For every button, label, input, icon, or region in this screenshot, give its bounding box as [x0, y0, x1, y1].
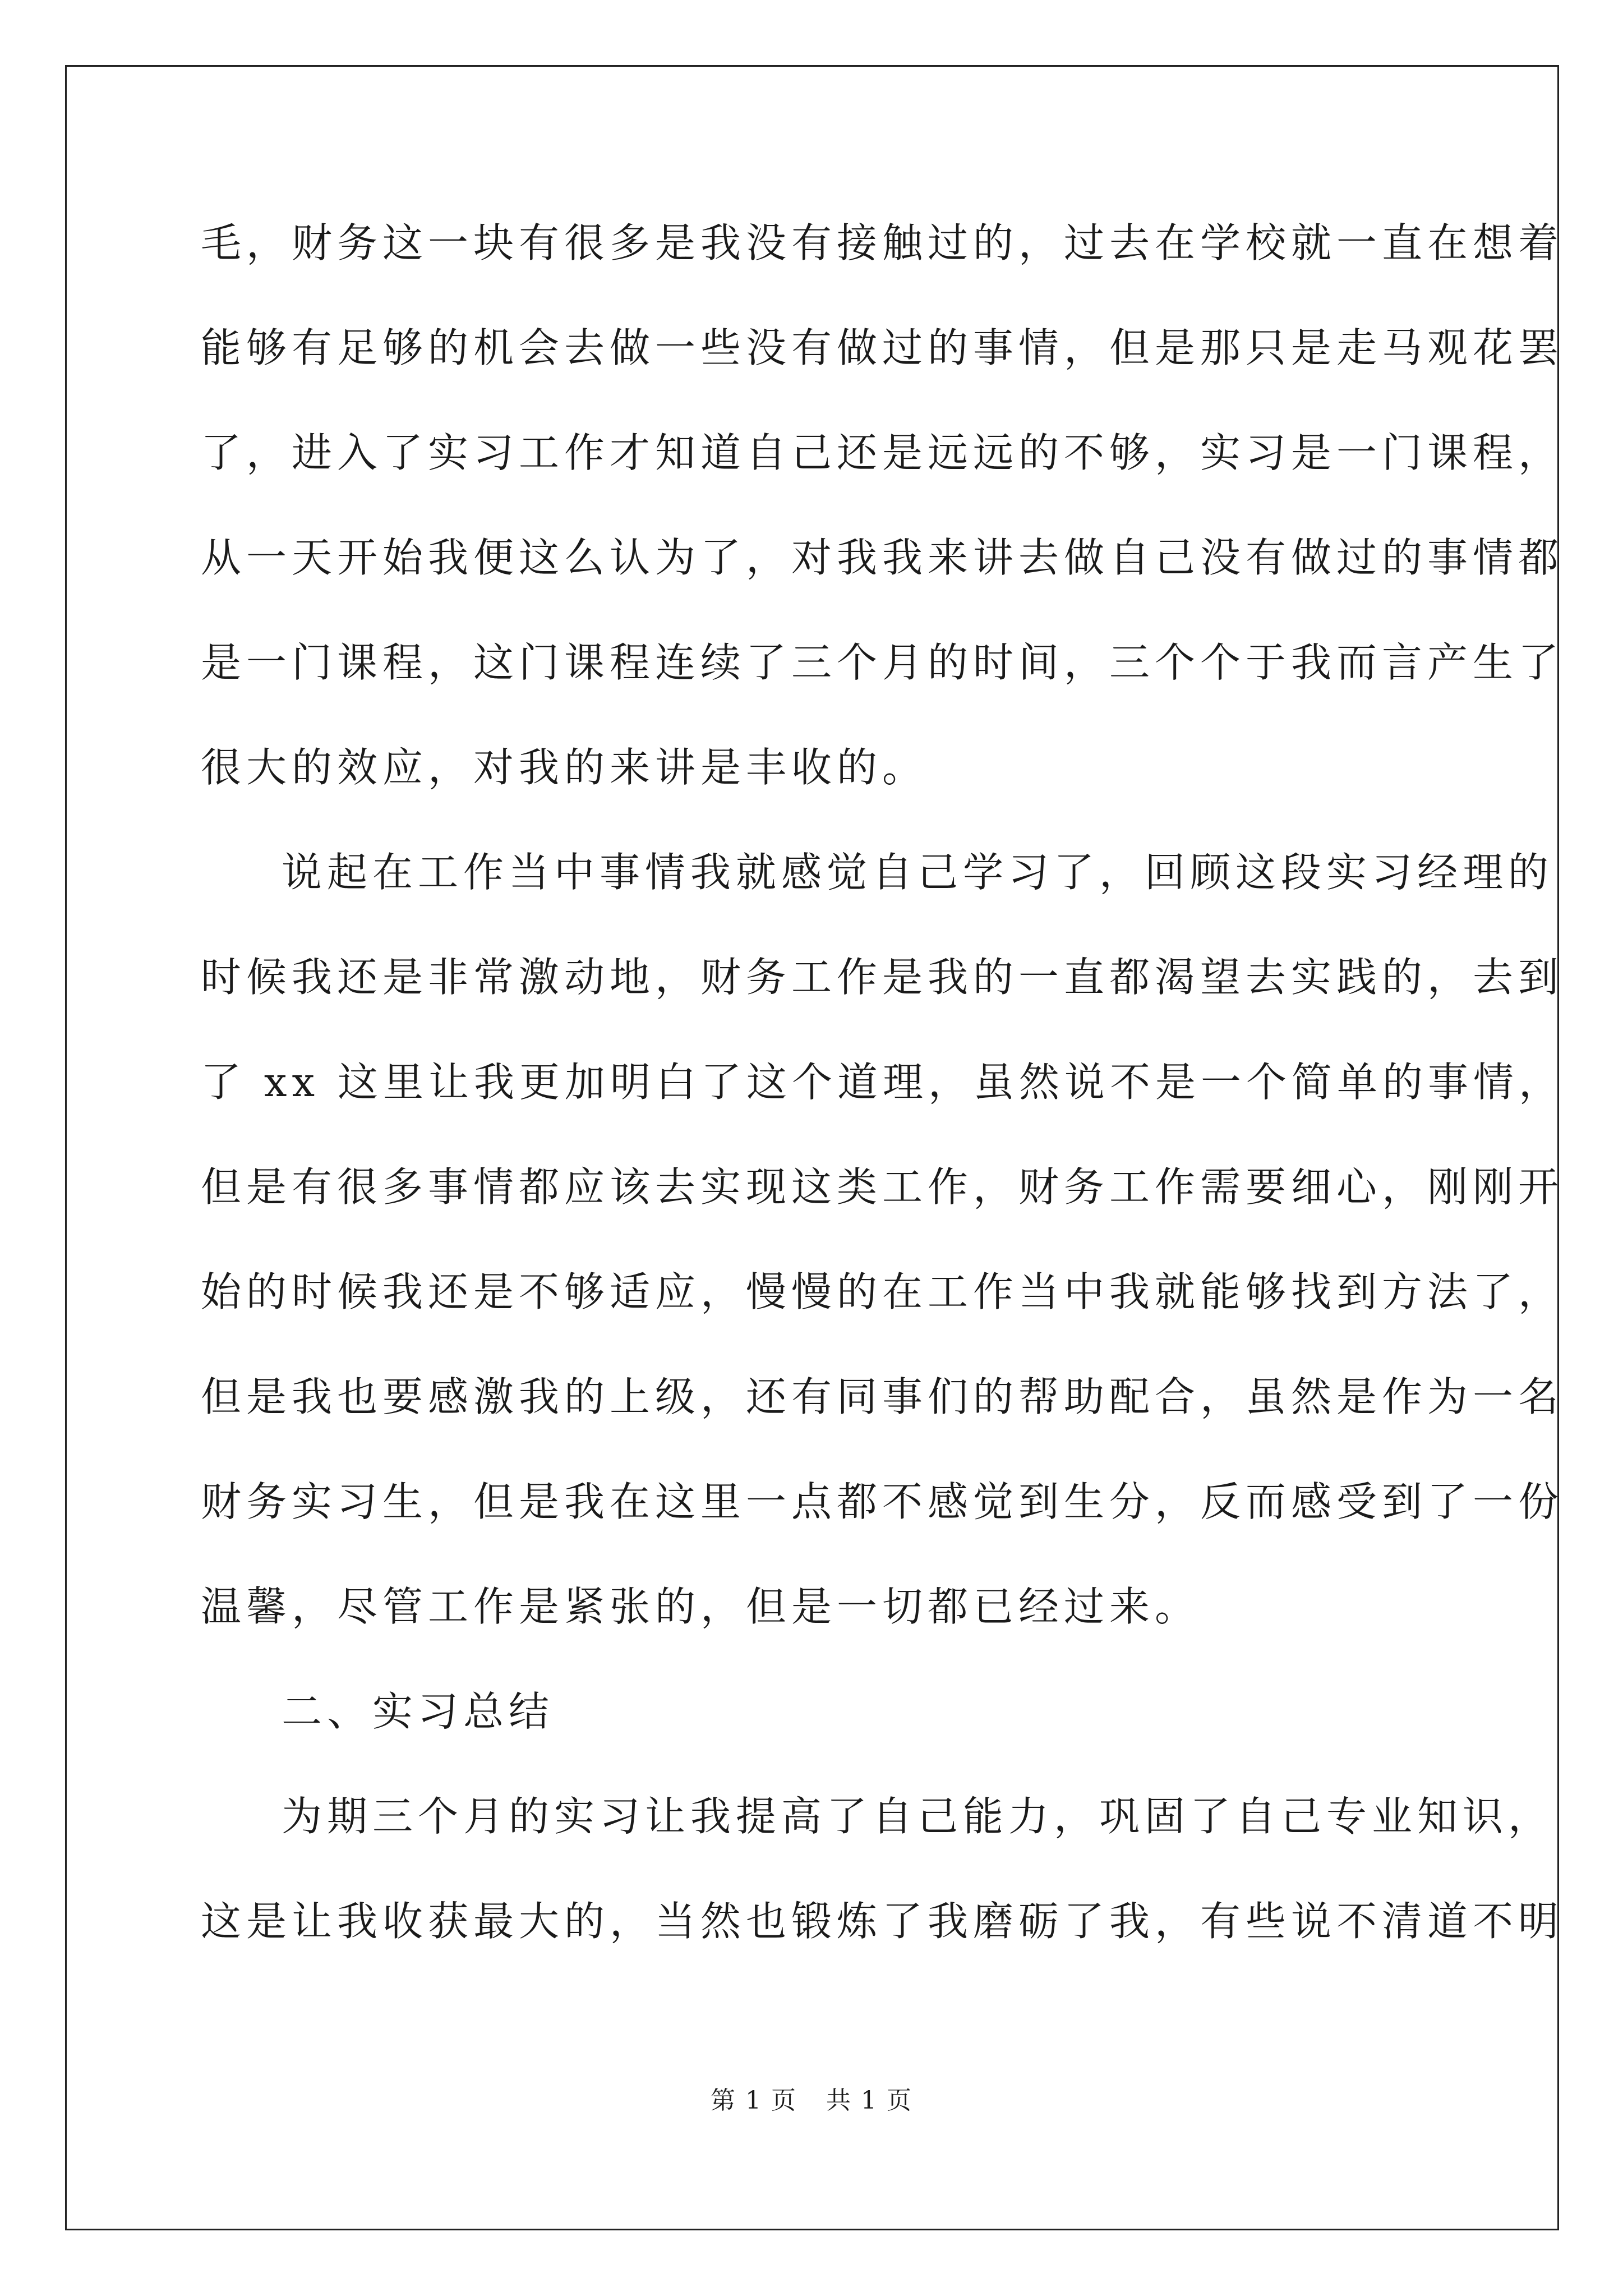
text-line-6: 很大的效应，对我的来讲是丰收的。 [201, 744, 928, 791]
text-line-14: 温馨，尽管工作是紧张的，但是一切都已经过来。 [201, 1583, 1201, 1630]
text-line-11: 始的时候我还是不够适应，慢慢的在工作当中我就能够找到方法了， [201, 1268, 1564, 1315]
text-line-8: 时候我还是非常激动地，财务工作是我的一直都渴望去实践的，去到 [201, 954, 1564, 1001]
text-line-4: 从一天开始我便这么认为了，对我我来讲去做自己没有做过的事情都 [201, 534, 1564, 581]
text-line-7: 说起在工作当中事情我就感觉自己学习了，回顾这段实习经理的 [282, 849, 1554, 896]
text-line-17: 这是让我收获最大的，当然也锻炼了我磨砺了我，有些说不清道不明 [201, 1898, 1564, 1945]
page-number-current: 第 1 页 [711, 2086, 797, 2115]
text-line-1: 毛，财务这一块有很多是我没有接触过的，过去在学校就一直在想着 [201, 219, 1564, 266]
text-line-12: 但是我也要感激我的上级，还有同事们的帮助配合，虽然是作为一名 [201, 1373, 1564, 1420]
text-line-3: 了，进入了实习工作才知道自己还是远远的不够，实习是一门课程， [201, 429, 1564, 476]
text-line-9: 了 xx 这里让我更加明白了这个道理，虽然说不是一个简单的事情， [201, 1059, 1564, 1106]
section-heading: 二、实习总结 [282, 1688, 555, 1735]
page-number-total: 共 1 页 [826, 2086, 912, 2115]
text-line-5: 是一门课程，这门课程连续了三个月的时间，三个个于我而言产生了 [201, 639, 1564, 686]
text-line-13: 财务实习生，但是我在这里一点都不感觉到生分，反而感受到了一份 [201, 1478, 1564, 1525]
text-line-2: 能够有足够的机会去做一些没有做过的事情，但是那只是走马观花罢 [201, 324, 1564, 371]
text-line-10: 但是有很多事情都应该去实现这类工作，财务工作需要细心，刚刚开 [201, 1163, 1564, 1211]
text-line-16: 为期三个月的实习让我提高了自己能力，巩固了自己专业知识， [282, 1793, 1554, 1840]
page-footer [0, 2084, 1623, 2118]
document-body [201, 212, 1564, 1995]
